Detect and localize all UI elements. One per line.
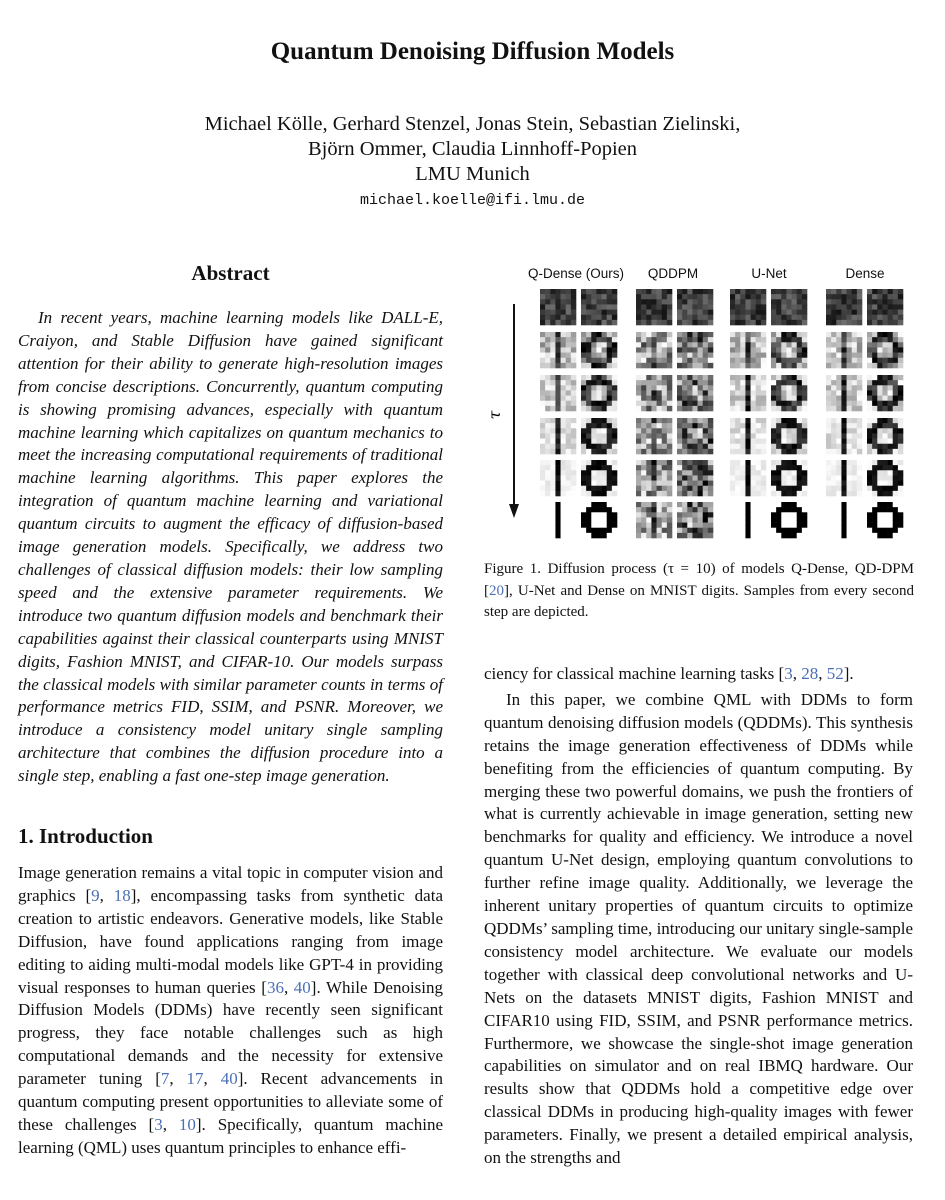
figure-1 [484,262,914,540]
sample-image [540,460,576,496]
sample-image [636,332,672,368]
author-email: michael.koelle@ifi.lmu.de [359,192,586,209]
figure-caption: Figure 1. Diffusion process (τ = 10) of models Q-Dense, QD-DPM [20], U-Net and Dense on MNIST digits. Samples from every second step are depicted. [484,561,914,620]
sample-image [826,289,862,325]
sample-image [826,332,862,368]
introduction-paragraph-1-continued: ciency for classical machine learning tasks [3, 28, 52]. [484,664,854,683]
time-axis-arrowhead [509,504,519,518]
sample-image [867,502,903,538]
sample-image [581,502,617,538]
sample-image [677,289,713,325]
authors-line-1: Michael Kölle, Gerhard Stenzel, Jonas Stein, Sebastian Zielinski, [204,113,741,135]
sample-image [826,418,862,454]
sample-image [540,375,576,411]
sample-image [677,332,713,368]
sample-image [540,332,576,368]
sample-image [771,289,807,325]
introduction-paragraph-2: In this paper, we combine QML with DDMs to form quantum denoising diffusion models (QDDMs). This synthesis retains the image generation effectiveness of DDMs while benefiting from the efficiencies of quantum computing. By merging these two powerful domains, we push the frontiers of what is currently achievable in image generation, setting new benchmarks for quality and efficiency. We introduce a novel quantum U-Net design, employing quantum convolutions to further refine image quality. Additionally, we leverage the inherent unitary properties of quantum circuits to optimize QDDMs’ sampling time, introducing our unitary single-sample consistency model architecture. We evaluate our models together with classical deep convolutional networks and U-Nets on the datasets MNIST digits, Fashion MNIST and CIFAR10 using FID, SSIM, and PSNR performance metrics. Furthermore, we showcase the single-shot image generation capabilities on simulator and on real IBMQ hardware. Our results show that QDDMs hold a competitive edge over classical DDMs in producing high-quality images with fewer parameters. Finally, we present a detailed empirical analysis, on the strengths and [484,689,913,1168]
citation-link[interactable]: 3 [784,664,793,683]
sample-image [636,418,672,454]
sample-image [771,460,807,496]
sample-image [581,418,617,454]
abstract-heading: Abstract [191,261,270,285]
sample-image [730,332,766,368]
sample-image [677,418,713,454]
authors-line-2: Björn Ommer, Claudia Linnhoff-Popien [307,138,638,160]
citation-link[interactable]: 7 [160,1069,170,1089]
sample-image [540,418,576,454]
citation-link[interactable]: 36 [266,977,284,997]
sample-image [867,332,903,368]
citation-link[interactable]: 9 [91,885,100,905]
sample-image [636,460,672,496]
citation-link[interactable]: 20 [489,582,504,599]
sample-image [540,502,576,538]
sample-image [581,289,617,325]
citation-link[interactable]: 3 [154,1114,163,1134]
sample-image [730,502,766,538]
sample-image [540,289,576,325]
sample-image [636,502,672,538]
citation-link[interactable]: 10 [178,1114,196,1134]
citation-link[interactable]: 40 [220,1069,238,1089]
sample-image [730,460,766,496]
affiliation: LMU Munich [415,163,530,185]
introduction-heading: 1. Introduction [18,824,153,848]
sample-image [677,375,713,411]
sample-image [826,502,862,538]
sample-image [581,332,617,368]
citation-link[interactable]: 17 [186,1069,204,1089]
sample-image [581,375,617,411]
sample-image [771,418,807,454]
author-block [0,112,945,187]
sample-image [771,502,807,538]
sample-image [771,332,807,368]
sample-image [867,460,903,496]
figure-column-label: Dense [845,266,885,281]
sample-image [636,289,672,325]
sample-image [826,375,862,411]
sample-image [730,375,766,411]
sample-image [677,460,713,496]
citation-link[interactable]: 18 [113,885,131,905]
introduction-paragraph-1: Image generation remains a vital topic in computer vision and graphics [9, 18], encompassing tasks from synthetic data creation to artistic endeavors. Generative models, like Stable Diffusion, have found applications ranging from image editing to aiding multi-modal models like GPT-4 in providing visual responses to human queries [36, 40]. While Denoising Diffusion Models (DDMs) have recently seen significant progress, they face notable challenges such as high computational demands and the necessity for extensive parameter tuning [7, 17, 40]. Recent advancements in quantum computing present opportunities to alleviate some of these challenges [3, 10]. Specifically, quantum machine learning (QML) uses quantum principles to enhance effi- [18,863,444,1157]
sample-image [730,418,766,454]
right-column-text [484,663,913,1170]
sample-image [867,289,903,325]
sample-image [826,460,862,496]
paper-title: Quantum Denoising Diffusion Models [270,38,675,65]
sample-image [771,375,807,411]
abstract-text: In recent years, machine learning models like DALL-E, Craiyon, and Stable Diffusion have gained significant attention for their ability to generate high-resolution images from concise descriptions. Concurrently, quantum computing is showing promising advances, especially with quantum machine learning which capitalizes on quantum mechanics to meet the increasing computational requirements of traditional machine learning algorithms. This paper explores the integration of quantum machine learning and variational quantum circuits to augment the efficacy of diffusion-based image generation models. Specifically, we address two challenges of classical diffusion models: their low sampling speed and the extensive parameter requirements. We introduce two quantum diffusion models and benchmark their capabilities against their classical counterparts using MNIST digits, Fashion MNIST, and CIFAR-10. Our models surpass the classical models with similar parameter counts in terms of performance metrics FID, SSIM, and PSNR. Moreover, we introduce a consistency model unitary single sampling architecture that combines the diffusion procedure into a single step, enabling a fast one-step image generation. [18,308,443,786]
sample-image [677,502,713,538]
citation-link[interactable]: 52 [826,664,844,683]
figure-column-label: QDDPM [647,266,699,281]
sample-image [636,375,672,411]
figure-column-label: Q-Dense (Ours) [527,266,625,281]
sample-image [867,375,903,411]
figure-column-label: U-Net [751,266,787,281]
sample-image [867,418,903,454]
tau-axis-label: τ [485,410,504,420]
citation-link[interactable]: 40 [293,977,311,997]
citation-link[interactable]: 28 [801,664,819,683]
sample-image [730,289,766,325]
sample-image [581,460,617,496]
diffusion-samples-grid [484,262,914,540]
